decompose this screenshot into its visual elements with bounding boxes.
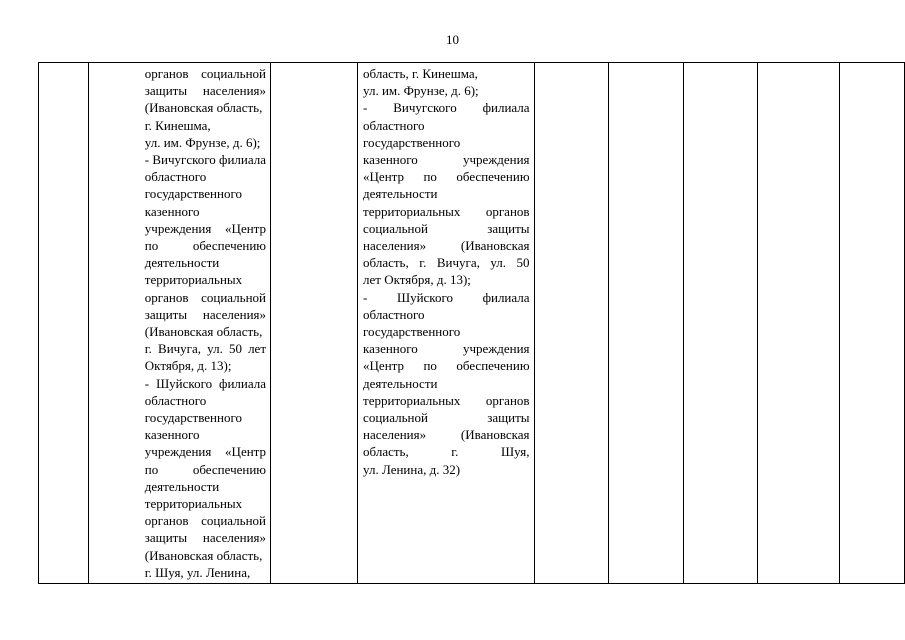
column-4-line: социальной защиты — [363, 220, 530, 236]
column-2-line: территориальных — [144, 496, 243, 512]
column-2-line: - Шуйского филиала — [144, 375, 267, 391]
column-4-line: лет Октября, д. 13); — [363, 272, 471, 288]
column-2-line: (Ивановская область, — [144, 100, 263, 116]
column-2-line: г. Кинешма, — [144, 117, 211, 133]
column-4-line: населения» (Ивановская — [363, 427, 530, 443]
column-2-line: г. Вичуга, ул. 50 лет — [144, 341, 267, 357]
column-4-line: - Вичугского филиала — [363, 100, 530, 116]
table-cell-1 — [39, 63, 89, 584]
column-4-line: социальной защиты — [363, 410, 530, 426]
table-cell-3 — [271, 63, 358, 584]
column-4-line: ул. им. Фрунзе, д. 6); — [363, 83, 479, 99]
column-4-line: государственного — [363, 324, 461, 340]
column-2-line: казенного — [144, 203, 200, 219]
column-2-line: учреждения «Центр — [144, 220, 267, 236]
column-4-line: ул. Ленина, д. 32) — [363, 461, 461, 477]
cell-text-column-4 — [363, 65, 530, 478]
column-2-line: областного — [144, 392, 207, 408]
column-2-line: деятельности — [144, 478, 220, 494]
column-4-line: территориальных органов — [363, 392, 530, 408]
column-2-line: - Вичугского филиала — [144, 152, 267, 168]
column-4-line: областного — [363, 306, 425, 322]
cell-text-column-2 — [145, 65, 266, 581]
column-4-line: казенного учреждения — [363, 152, 530, 168]
table-cell-2 — [88, 63, 270, 584]
column-2-line: по обеспечению — [144, 461, 267, 477]
column-4-line: «Центр по обеспечению — [363, 169, 530, 185]
column-2-line: органов социальной — [144, 289, 267, 305]
column-2-line: ул. им. Фрунзе, д. 6); — [144, 134, 261, 150]
column-2-line: защиты населения» — [144, 83, 267, 99]
column-2-line: (Ивановская область, — [144, 324, 263, 340]
column-4-line: область, г. Вичуга, ул. 50 — [363, 255, 530, 271]
column-2-line: учреждения «Центр — [144, 444, 267, 460]
column-2-line: казенного — [144, 427, 200, 443]
column-4-line: государственного — [363, 134, 461, 150]
document-table — [38, 62, 905, 584]
column-2-line: областного — [144, 169, 207, 185]
column-4-line: «Центр по обеспечению — [363, 358, 530, 374]
table-cell-5 — [534, 63, 609, 584]
column-4-line: территориальных органов — [363, 203, 530, 219]
column-2-line: г. Шуя, ул. Ленина, — [144, 564, 251, 580]
column-4-line: деятельности — [363, 186, 438, 202]
column-2-line: Октября, д. 13); — [144, 358, 232, 374]
page-number: 10 — [446, 32, 459, 47]
column-4-line: областного — [363, 117, 425, 133]
column-2-line: защиты населения» — [144, 306, 267, 322]
table-cell-9 — [840, 63, 905, 584]
column-4-line: область, г. Шуя, — [363, 444, 530, 460]
column-2-line: территориальных — [144, 272, 243, 288]
column-2-line: по обеспечению — [144, 238, 267, 254]
column-2-line: защиты населения» — [144, 530, 267, 546]
column-4-line: населения» (Ивановская — [363, 238, 530, 254]
column-2-line: государственного — [144, 410, 242, 426]
column-2-line: (Ивановская область, — [144, 547, 263, 563]
column-2-line: органов социальной — [144, 66, 267, 81]
table-row — [39, 63, 905, 584]
column-2-line: органов социальной — [144, 513, 267, 529]
column-4-line: - Шуйского филиала — [363, 289, 530, 305]
table-cell-4 — [358, 63, 535, 584]
table-cell-8 — [758, 63, 840, 584]
column-2-line: деятельности — [144, 255, 220, 271]
column-4-line: область, г. Кинешма, — [363, 66, 478, 81]
column-4-line: казенного учреждения — [363, 341, 530, 357]
column-2-line: государственного — [144, 186, 242, 202]
table-cell-6 — [609, 63, 684, 584]
column-4-line: деятельности — [363, 375, 438, 391]
table-cell-7 — [683, 63, 758, 584]
